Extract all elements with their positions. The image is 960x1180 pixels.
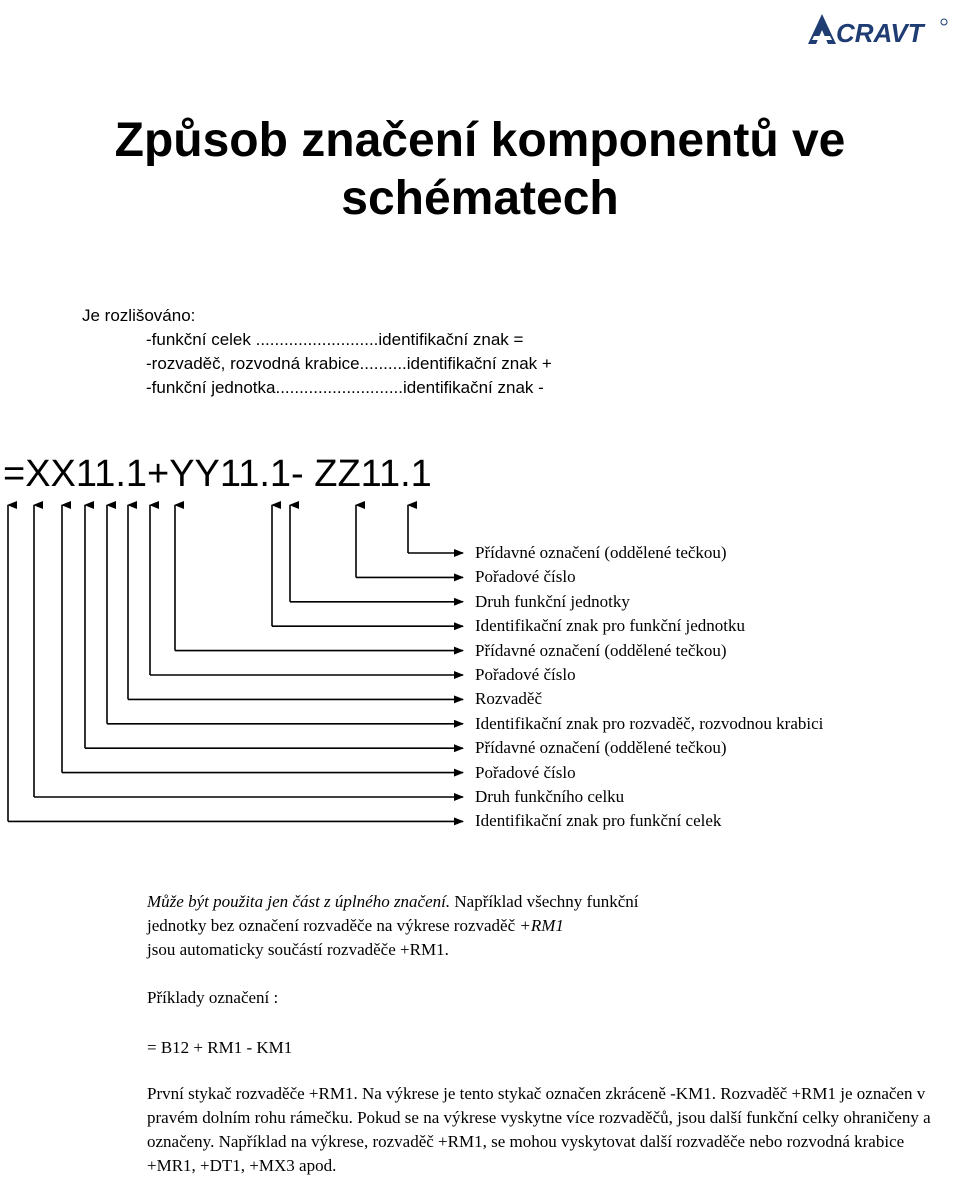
label-list [475,541,823,834]
para1-line2-code: +RM1 [519,916,564,935]
label-item: Přídavné označení (oddělené tečkou) [475,543,727,562]
svg-text:CRAVT: CRAVT [836,18,924,48]
label-item: Druh funkčního celku [475,786,625,806]
paragraph-example-explanation: První stykač rozvaděče +RM1. Na výkrese je tento stykač označen zkráceně -KM1. Rozvaděč +RM1 je označen v pravém dolním rohu rámečku. Pokud se na výkrese vyskytne více rozvaděčů, jsou další funkční celky ohraničeny a označeny. Například na výkrese, rozvaděč +RM1, se mohou vyskytovat další rozvaděče nebo rozvodná krabice +MR1, +DT1, +MX3 apod. [147,1084,931,1175]
examples-heading: Příklady označení : [147,988,279,1007]
label-item: Přídavné označení (oddělené tečkou) [475,640,727,660]
para1-line1-rest: Například všechny funkční [450,892,639,911]
title-line-2: schématech [341,172,619,225]
label-item: Druh funkční jednotky [475,591,630,611]
para1-italic-start: Může být použita jen část z úplného značení. [147,892,451,911]
label-item: Identifikační znak pro funkční jednotku [475,616,746,636]
label-item: Přídavné označení (oddělené tečkou) [475,738,727,758]
label-item: Pořadové číslo [475,664,576,684]
label-item: Identifikační znak pro funkční celek [475,811,722,831]
paragraph-partial-designation [147,890,639,962]
intro-item-switchboard: -rozvaděč, rozvodná krabice..........identifikační znak + [146,354,552,373]
example-code: = B12 + RM1 - KM1 [147,1038,293,1057]
label-item: Pořadové číslo [475,567,576,587]
designation-code: =XX11.1+YY11.1- ZZ11.1 [3,453,432,495]
intro-item-functional-unit: -funkční celek ..........................identifikační znak = [146,330,524,349]
intro-item-functional-block: -funkční jednotka...........................identifikační znak - [146,378,544,397]
intro-heading: Je rozlišováno: [82,306,196,325]
label-item: Identifikační znak pro rozvaděč, rozvodnou krabici [475,713,824,733]
label-item: Rozvaděč [475,689,543,709]
para1-line3: jsou automaticky součástí rozvaděče +RM1. [147,940,449,959]
para1-line2: jednotky bez označení rozvaděče na výkrese rozvaděč [147,916,520,935]
title-line-1: Způsob značení komponentů ve [114,114,846,167]
label-item: Pořadové číslo [475,762,576,782]
